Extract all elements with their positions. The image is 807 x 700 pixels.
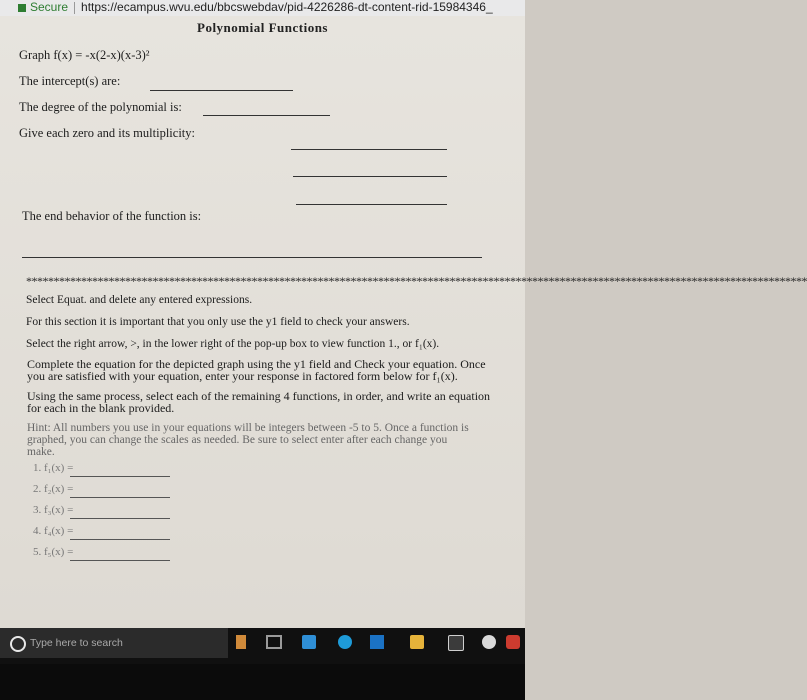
zero-blank-1 — [291, 149, 447, 150]
hint-line-1: Hint: All numbers you use in your equations will be integers between -5 to 5. Once a function is — [27, 422, 469, 434]
windows-taskbar — [0, 628, 525, 700]
zeros-label: Give each zero and its multiplicity: — [19, 126, 195, 140]
function-4-blank — [70, 539, 170, 540]
task-view-icon[interactable] — [266, 635, 282, 649]
taskbar-search-box[interactable] — [0, 628, 228, 658]
graph-instruction: Graph f(x) = -x(2-x)(x-3)² — [19, 48, 150, 62]
divider — [74, 2, 75, 14]
function-5-label: 5. f₅(x) = — [33, 546, 74, 558]
complete-line-1: Complete the equation for the depicted graph using the y1 field and Check your equation. Once — [27, 357, 486, 371]
document-page — [0, 16, 807, 628]
separator-stars: ********************************************************************************************************************************************** — [26, 274, 807, 288]
search-placeholder[interactable]: Type here to search — [30, 637, 123, 649]
function-3-label: 3. f₃(x) = — [33, 504, 74, 516]
app-icon[interactable] — [370, 635, 384, 649]
hint-line-2: graphed, you can change the scales as needed. Be sure to select enter after each change you — [27, 434, 448, 446]
same-line-1: Using the same process, select each of the remaining 4 functions, in order, and write an equation — [27, 389, 491, 403]
same-process-paragraph — [27, 390, 507, 414]
app-red-icon[interactable] — [506, 635, 520, 649]
microphone-icon[interactable] — [236, 635, 246, 649]
function-5-blank — [70, 560, 170, 561]
zero-blank-2 — [293, 176, 447, 177]
zero-blank-3 — [296, 204, 447, 205]
intercepts-blank — [150, 90, 293, 91]
select-equat-instruction: Select Equat. and delete any entered expressions. — [26, 294, 253, 306]
url-text[interactable]: https://ecampus.wvu.edu/bbcswebdav/pid-4226286-dt-content-rid-15984346_ — [81, 0, 493, 14]
intercepts-label: The intercept(s) are: — [19, 74, 121, 88]
function-1-label: 1. f₁(x) = — [33, 462, 74, 474]
file-explorer-icon[interactable] — [410, 635, 424, 649]
cortana-icon[interactable] — [10, 636, 26, 652]
secure-label: Secure — [30, 0, 69, 14]
function-1-blank — [70, 476, 170, 477]
function-2-blank — [70, 497, 170, 498]
lock-icon — [18, 4, 26, 12]
right-arrow-instruction: Select the right arrow, >, in the lower right of the pop-up box to view function 1., or f₁(x). — [26, 338, 440, 350]
page-title: Polynomial Functions — [197, 20, 328, 35]
hint-line-3: make. — [27, 446, 55, 458]
blue-app-icon[interactable] — [302, 635, 316, 649]
complete-equation-paragraph — [27, 358, 507, 382]
important-note: For this section it is important that you only use the y1 field to check your answers. — [26, 316, 410, 328]
function-3-blank — [70, 518, 170, 519]
end-behavior-label: The end behavior of the function is: — [22, 209, 202, 223]
hint-paragraph — [27, 422, 507, 458]
dropbox-icon[interactable] — [482, 635, 496, 649]
function-2-label: 2. f₂(x) = — [33, 483, 74, 495]
monitor-bezel — [0, 664, 525, 700]
same-line-2: for each in the blank provided. — [27, 401, 175, 415]
edge-icon[interactable] — [338, 635, 352, 649]
end-behavior-blank — [22, 257, 482, 258]
complete-line-2: you are satisfied with your equation, enter your response in factored form below for f₁(x). — [27, 369, 458, 383]
degree-blank — [203, 115, 330, 116]
degree-label: The degree of the polynomial is: — [19, 100, 182, 114]
function-4-label: 4. f₄(x) = — [33, 525, 74, 537]
store-icon[interactable] — [448, 635, 464, 651]
browser-address-bar[interactable] — [0, 0, 525, 17]
